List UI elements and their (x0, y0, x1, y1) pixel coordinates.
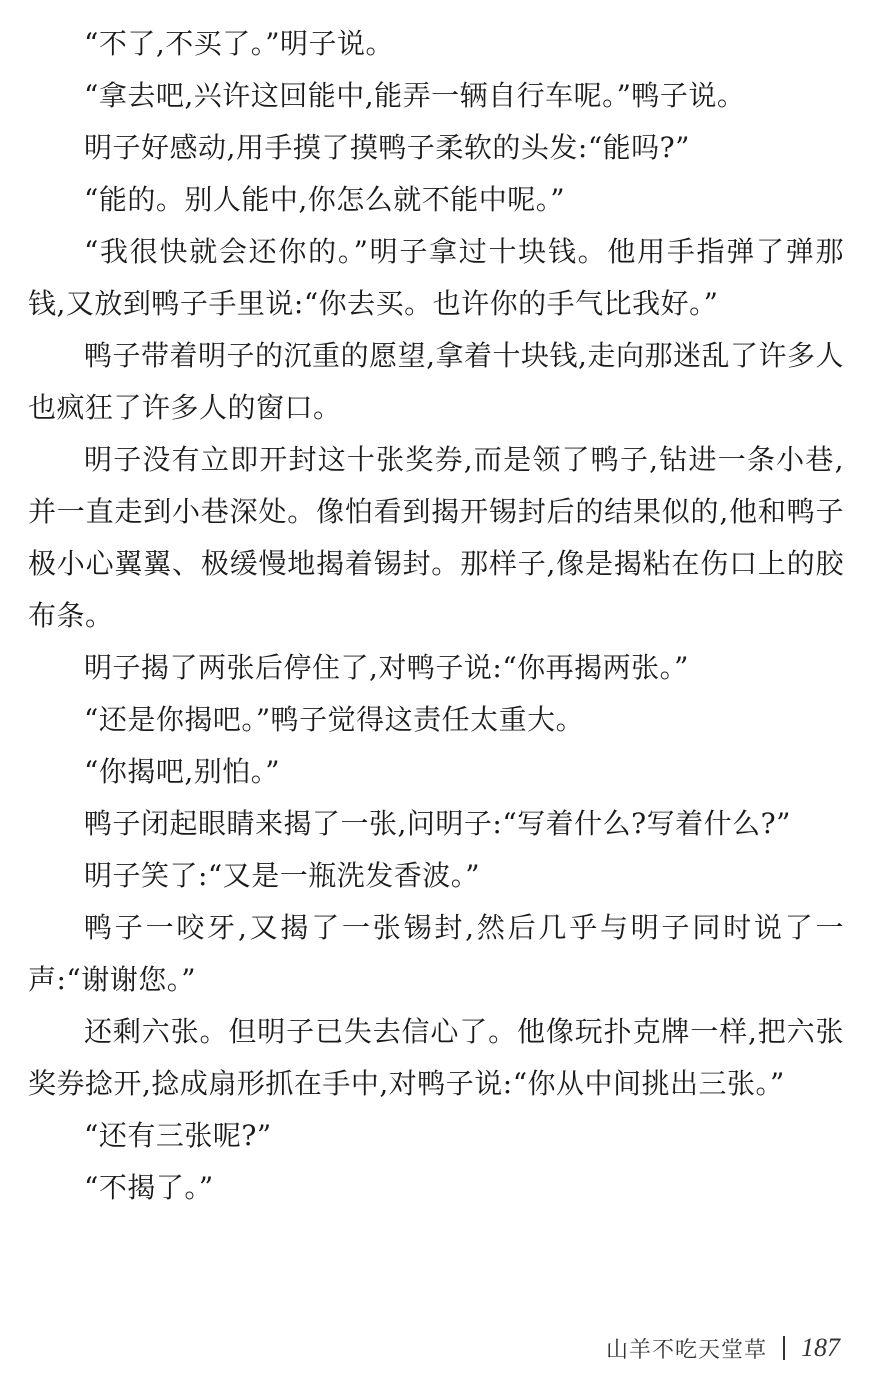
paragraph: 明子好感动,用手摸了摸鸭子柔软的头发:“能吗?” (84, 131, 690, 164)
paragraph: 明子没有立即开封这十张奖券,而是领了鸭子,钻进一条小巷,并一直走到小巷深处。像怕看到揭开锡封后的结果似的,他和鸭子极小心翼翼、极缓慢地揭着锡封。那样子,像是揭粘在伤口上的胶布条。 (28, 443, 844, 632)
paragraph: “拿去吧,兴许这回能中,能弄一辆自行车呢。”鸭子说。 (84, 79, 746, 112)
paragraph: 明子揭了两张后停住了,对鸭子说:“你再揭两张。” (84, 651, 689, 684)
paragraph: “还是你揭吧。”鸭子觉得这责任太重大。 (84, 703, 585, 736)
paragraph: 还剩六张。但明子已失去信心了。他像玩扑克牌一样,把六张奖券捻开,捻成扇形抓在手中,对鸭子说:“你从中间挑出三张。” (28, 1015, 844, 1100)
paragraph: “不了,不买了。”明子说。 (84, 27, 395, 60)
page-body (28, 18, 844, 1214)
paragraph: 鸭子闭起眼睛来揭了一张,问明子:“写着什么?写着什么?” (84, 807, 791, 840)
running-title: 山羊不吃天堂草 (605, 1337, 767, 1363)
paragraph: “不揭了。” (84, 1171, 214, 1204)
page-number: 187 (801, 1333, 840, 1362)
paragraph: 鸭子一咬牙,又揭了一张锡封,然后几乎与明子同时说了一声:“谢谢您。” (28, 911, 844, 996)
paragraph: 明子笑了:“又是一瓶洗发香波。” (84, 859, 481, 892)
footer-divider (783, 1336, 785, 1360)
paragraph: “你揭吧,别怕。” (84, 755, 281, 788)
page-footer (606, 1330, 840, 1366)
paragraph: “能的。别人能中,你怎么就不能中呢。” (84, 183, 566, 216)
paragraph: “还有三张呢?” (84, 1119, 272, 1152)
paragraph: “我很快就会还你的。”明子拿过十块钱。他用手指弹了弹那钱,又放到鸭子手里说:“你去买。也许你的手气比我好。” (28, 235, 844, 320)
paragraph: 鸭子带着明子的沉重的愿望,拿着十块钱,走向那迷乱了许多人也疯狂了许多人的窗口。 (28, 339, 844, 424)
